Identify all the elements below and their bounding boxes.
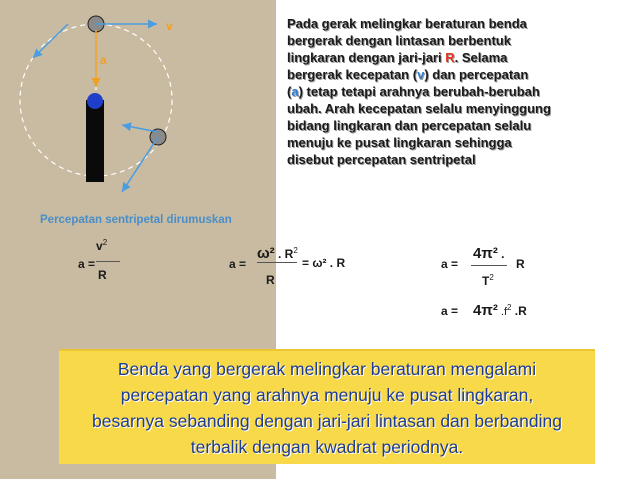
acceleration-label: a bbox=[100, 53, 107, 67]
para-line-1: Pada gerak melingkar beraturan benda bbox=[287, 16, 527, 31]
summary-box bbox=[59, 349, 595, 464]
para-line-2: bergerak dengan lintasan berbentuk bbox=[287, 33, 511, 48]
radius-symbol: R bbox=[445, 50, 455, 65]
para-line-8: menuju ke pusat lingkaran sehingga bbox=[287, 135, 512, 150]
para-line-4: bergerak kecepatan (v) dan percepatan bbox=[287, 67, 529, 82]
formula-2-denominator: R bbox=[266, 273, 275, 287]
velocity-symbol: v bbox=[417, 67, 425, 82]
circular-motion-figure bbox=[0, 0, 276, 215]
formula-3-rhs: R bbox=[516, 257, 525, 271]
para-line-3: lingkaran dengan jari-jari R. Selama bbox=[287, 50, 508, 65]
acceleration-arrow-right bbox=[122, 125, 158, 132]
summary-line-1: Benda yang bergerak melingkar beraturan mengalami bbox=[117, 359, 537, 379]
explanation-paragraph bbox=[287, 15, 632, 168]
formula-3-lhs: a = bbox=[441, 257, 459, 271]
formula-1-lhs: a = bbox=[78, 257, 96, 271]
center-ball bbox=[87, 93, 103, 109]
velocity-arrow-right bbox=[122, 137, 158, 192]
summary-line-4: terbalik dengan kwadrat periodnya. bbox=[190, 437, 464, 457]
para-line-6: ubah. Arah kecepatan selalu menyinggung bbox=[287, 101, 551, 116]
summary-text bbox=[59, 356, 595, 460]
formula-caption: Percepatan sentripetal dirumuskan bbox=[40, 214, 232, 226]
summary-line-3: besarnya sebanding dengan jari-jari lintasan dan berbanding bbox=[92, 411, 562, 431]
formula-3-fraction-bar bbox=[471, 265, 507, 266]
formula-2-rhs: = ω² . R bbox=[302, 256, 346, 270]
velocity-arrow-left bbox=[33, 24, 68, 58]
formula-2-fraction-bar bbox=[257, 262, 297, 263]
formula-3-numerator: 4π² . bbox=[473, 245, 505, 262]
formula-1-denominator: R bbox=[98, 268, 107, 282]
formula-4-lhs: a = bbox=[441, 304, 459, 318]
summary-line-2: percepatan yang arahnya menuju ke pusat lingkaran, bbox=[120, 385, 534, 405]
formula-2-lhs: a = bbox=[229, 257, 247, 271]
formula-1-fraction-bar bbox=[96, 261, 120, 262]
velocity-label: v bbox=[166, 19, 173, 33]
formula-3-denominator: $T^2$ bbox=[482, 273, 494, 288]
para-line-5: (a) tetap tetapi arahnya berubah-berubah bbox=[287, 84, 540, 99]
para-line-9: disebut percepatan sentripetal bbox=[287, 152, 476, 167]
black-pole bbox=[86, 100, 104, 182]
formula-2-numerator: ω² . $R^2$ bbox=[257, 245, 298, 262]
formula-1-numerator: $v^2$ bbox=[96, 238, 108, 253]
acceleration-symbol: a bbox=[291, 84, 299, 99]
formula-4-body: 4π² $.f^2$ .R bbox=[473, 302, 527, 319]
para-line-7: bidang lingkaran dan percepatan selalu bbox=[287, 118, 532, 133]
